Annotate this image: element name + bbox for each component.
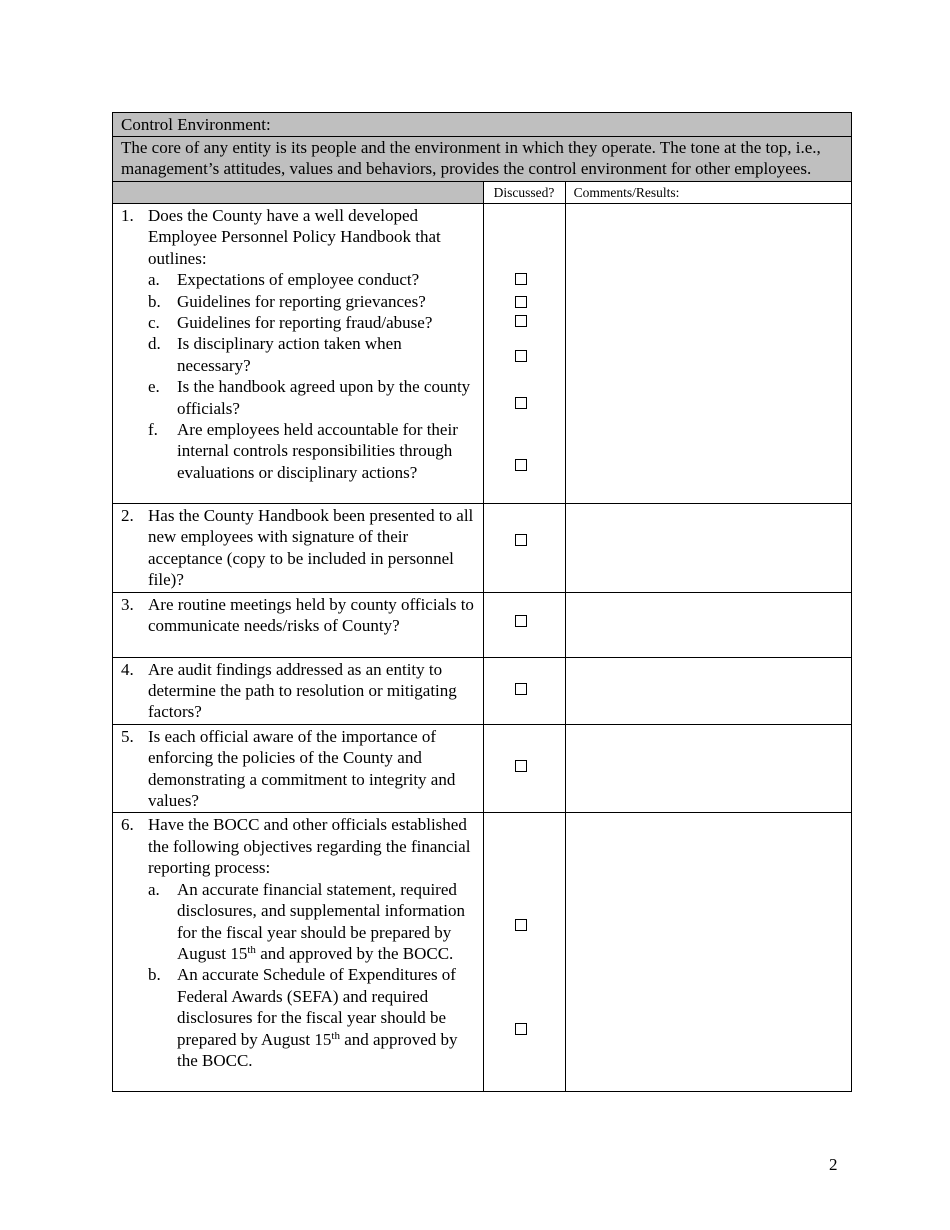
- discussed-cell: [483, 657, 565, 724]
- discussed-checkbox-3[interactable]: [515, 615, 527, 627]
- question-text: Have the BOCC and other officials established the following objectives regarding the financial reporting process:: [148, 815, 471, 878]
- question-row-3: [113, 592, 852, 657]
- question-number: 1.: [121, 206, 134, 225]
- sub-item-text: Is disciplinary action taken when necessary?: [177, 334, 402, 375]
- comments-cell[interactable]: [565, 592, 851, 657]
- discussed-checkbox-2[interactable]: [515, 534, 527, 546]
- discussed-cell: [483, 813, 565, 1092]
- discussed-cell: [483, 204, 565, 504]
- sub-item-text: Expectations of employee conduct?: [177, 270, 420, 290]
- discussed-checkbox-6a[interactable]: [515, 919, 527, 931]
- sub-item-text: Is the handbook agreed upon by the county officials?: [177, 377, 471, 418]
- comments-header: Comments/Results:: [565, 182, 851, 204]
- sub-letter: b.: [148, 965, 161, 985]
- discussed-checkbox-1a[interactable]: [515, 273, 527, 285]
- question-text: Are routine meetings held by county officials to communicate needs/risks of County?: [148, 594, 474, 636]
- discussed-checkbox-1e[interactable]: [515, 397, 527, 409]
- sub-item-text: Guidelines for reporting grievances?: [177, 291, 426, 311]
- comments-cell[interactable]: [565, 204, 851, 504]
- sub-item-text: Guidelines for reporting fraud/abuse?: [177, 313, 433, 333]
- discussed-header: Discussed?: [483, 182, 565, 204]
- question-row-4: [113, 657, 852, 724]
- discussed-checkbox-1c[interactable]: [515, 315, 527, 327]
- question-number: 6.: [121, 815, 134, 835]
- sub-item-text: Are employees held accountable for their internal controls responsibilities through evaluations or disciplinary actions?: [177, 420, 458, 482]
- sub-letter: b.: [148, 291, 161, 311]
- question-number: 2.: [121, 506, 134, 525]
- sub-letter: a.: [148, 270, 160, 290]
- question-number: 4.: [121, 659, 134, 679]
- comments-cell[interactable]: [565, 813, 851, 1092]
- question-text: Is each official aware of the importance of enforcing the policies of the County and demonstrating a commitment to integrity and values?: [148, 726, 456, 811]
- sub-letter: d.: [148, 334, 161, 354]
- section-title: Control Environment:: [113, 113, 852, 137]
- sub-item-text: An accurate financial statement, required disclosures, and supplemental information for the fiscal year should be prepared by August 15th and approved by the BOCC.: [177, 879, 465, 963]
- discussed-cell: [483, 724, 565, 813]
- sub-letter: a.: [148, 879, 160, 899]
- question-number: 5.: [121, 726, 134, 746]
- question-text: Are audit findings addressed as an entity to determine the path to resolution or mitigating factors?: [148, 659, 457, 722]
- sub-letter: c.: [148, 313, 160, 333]
- page-number: 2: [829, 1155, 838, 1174]
- question-number: 3.: [121, 594, 134, 614]
- question-row-6: [113, 813, 852, 1092]
- discussed-checkbox-1d[interactable]: [515, 350, 527, 362]
- comments-cell[interactable]: [565, 504, 851, 593]
- question-text: Does the County have a well developed Employee Personnel Policy Handbook that outlines:: [148, 206, 441, 268]
- question-row-2: [113, 504, 852, 593]
- header-blank: [113, 182, 484, 204]
- comments-cell[interactable]: [565, 724, 851, 813]
- section-intro: The core of any entity is its people and the environment in which they operate. The tone at the top, i.e., management’s attitudes, values and behaviors, provides the control environment for other employees.: [113, 137, 852, 182]
- discussed-checkbox-1f[interactable]: [515, 459, 527, 471]
- question-text: Has the County Handbook been presented to all new employees with signature of their acceptance (copy to be included in personnel file)?: [148, 506, 474, 590]
- discussed-cell: [483, 504, 565, 593]
- discussed-checkbox-5[interactable]: [515, 760, 527, 772]
- discussed-checkbox-1b[interactable]: [515, 296, 527, 308]
- discussed-checkbox-6b[interactable]: [515, 1023, 527, 1035]
- sub-item-text: An accurate Schedule of Expenditures of Federal Awards (SEFA) and required disclosures for the fiscal year should be prepared by August 15th and approved by the BOCC.: [177, 965, 458, 1070]
- control-environment-table: [112, 112, 852, 1092]
- checklist: [112, 112, 852, 1092]
- question-row-1: [113, 204, 852, 504]
- sub-letter: f.: [148, 420, 158, 440]
- question-row-5: [113, 724, 852, 813]
- discussed-cell: [483, 592, 565, 657]
- comments-cell[interactable]: [565, 657, 851, 724]
- sub-letter: e.: [148, 377, 160, 397]
- discussed-checkbox-4[interactable]: [515, 683, 527, 695]
